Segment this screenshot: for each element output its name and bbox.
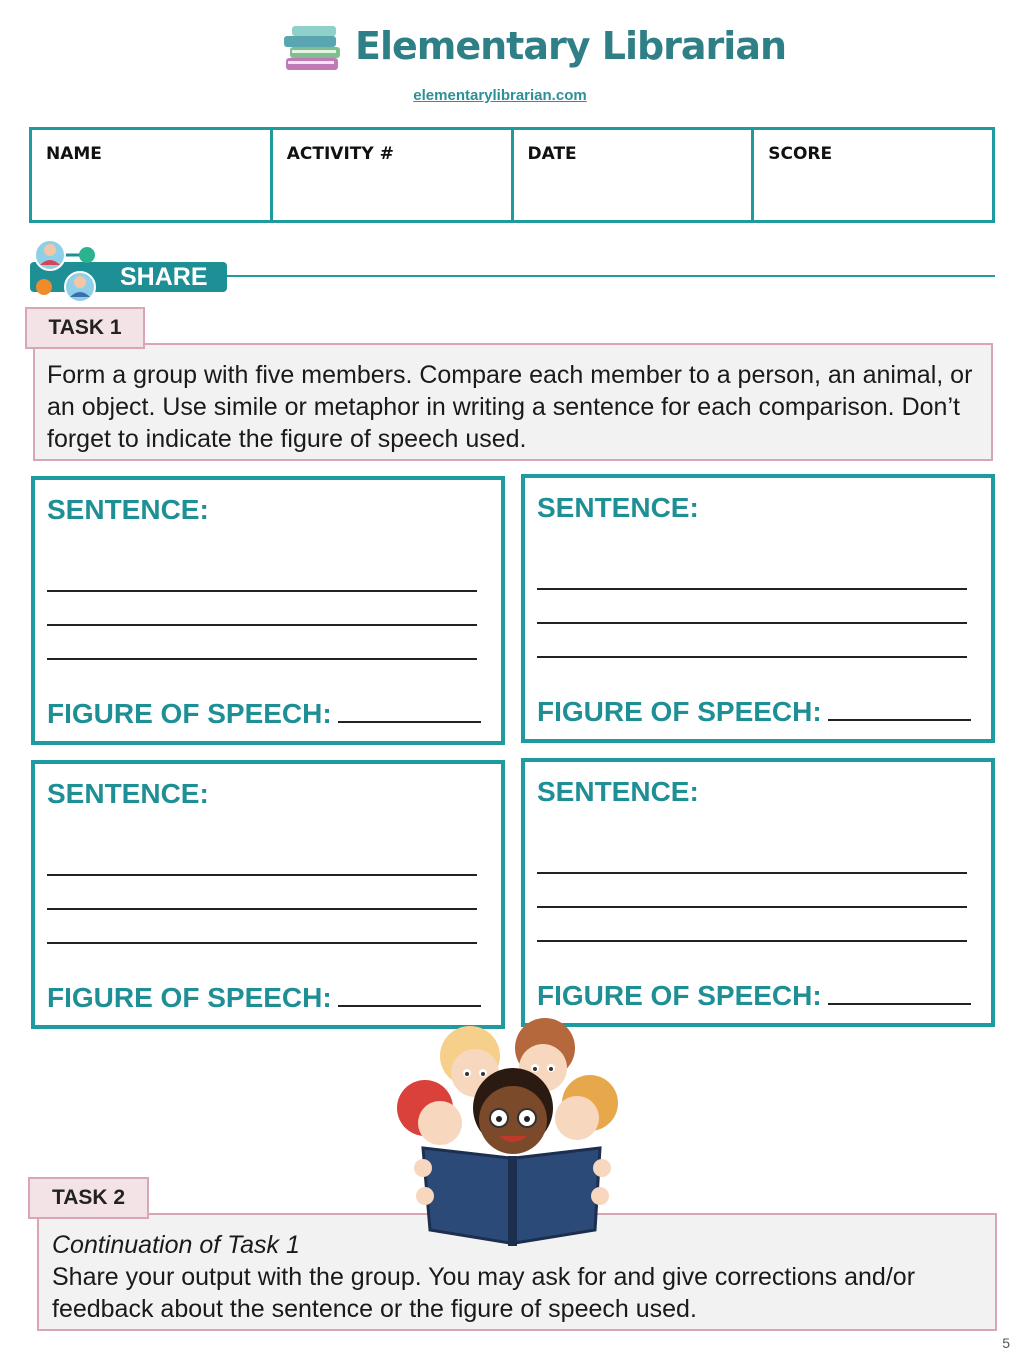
sentence-card	[521, 474, 995, 743]
figure-of-speech-row	[47, 698, 481, 730]
kids-reading-book-illustration	[395, 1018, 630, 1250]
figure-answer-line[interactable]	[338, 1005, 481, 1007]
brand-title: Elementary Librarian	[355, 24, 787, 68]
card-heading: SENTENCE:	[537, 492, 699, 523]
figure-answer-line[interactable]	[828, 719, 971, 721]
score-label: SCORE	[768, 144, 833, 164]
answer-line[interactable]	[47, 658, 477, 660]
answer-line[interactable]	[47, 908, 477, 910]
task1-tab: TASK 1	[25, 307, 145, 349]
sentence-card	[31, 760, 505, 1029]
answer-line[interactable]	[537, 906, 967, 908]
figure-of-speech-row	[47, 982, 481, 1014]
student-info-table	[29, 127, 995, 223]
answer-line[interactable]	[47, 874, 477, 876]
card-heading: SENTENCE:	[47, 494, 209, 525]
date-field[interactable]	[514, 130, 755, 220]
date-label: DATE	[527, 144, 577, 164]
figure-label: FIGURE OF SPEECH:	[537, 696, 822, 727]
figure-label: FIGURE OF SPEECH:	[47, 698, 332, 729]
answer-line[interactable]	[47, 942, 477, 944]
share-title: SHARE	[120, 263, 208, 291]
activity-field[interactable]	[273, 130, 514, 220]
people-network-icon	[30, 237, 110, 303]
answer-line[interactable]	[47, 590, 477, 592]
figure-label: FIGURE OF SPEECH:	[47, 982, 332, 1013]
sentence-card	[521, 758, 995, 1027]
figure-of-speech-row	[537, 980, 971, 1012]
task1-instructions-box	[33, 343, 993, 461]
figure-answer-line[interactable]	[828, 1003, 971, 1005]
activity-label: ACTIVITY #	[286, 144, 394, 164]
task2-tab: TASK 2	[28, 1177, 149, 1219]
score-field[interactable]	[754, 130, 992, 220]
answer-line[interactable]	[537, 656, 967, 658]
figure-of-speech-row	[537, 696, 971, 728]
card-heading: SENTENCE:	[47, 778, 209, 809]
answer-line[interactable]	[47, 624, 477, 626]
answer-line[interactable]	[537, 622, 967, 624]
site-url-link[interactable]: elementarylibrarian.com	[413, 87, 587, 104]
figure-label: FIGURE OF SPEECH:	[537, 980, 822, 1011]
page-number: 5	[1002, 1335, 1010, 1351]
sentence-card	[31, 476, 505, 745]
books-icon	[280, 22, 350, 78]
name-field[interactable]	[32, 130, 273, 220]
task2-instructions: Share your output with the group. You may ask for and give corrections and/or feedback about the sentence or the figure of speech used.	[52, 1263, 916, 1323]
answer-line[interactable]	[537, 940, 967, 942]
task2-subtitle: Continuation of Task 1	[52, 1231, 300, 1259]
figure-answer-line[interactable]	[338, 721, 481, 723]
answer-line[interactable]	[537, 872, 967, 874]
answer-line[interactable]	[537, 588, 967, 590]
section-divider	[225, 275, 995, 277]
name-label: NAME	[46, 144, 102, 164]
card-heading: SENTENCE:	[537, 776, 699, 807]
task1-instructions: Form a group with five members. Compare each member to a person, an animal, or an object. Use simile or metaphor in writing a sentence for each comparison. Don’t forget to indicate the figure of speech used.	[47, 361, 973, 453]
